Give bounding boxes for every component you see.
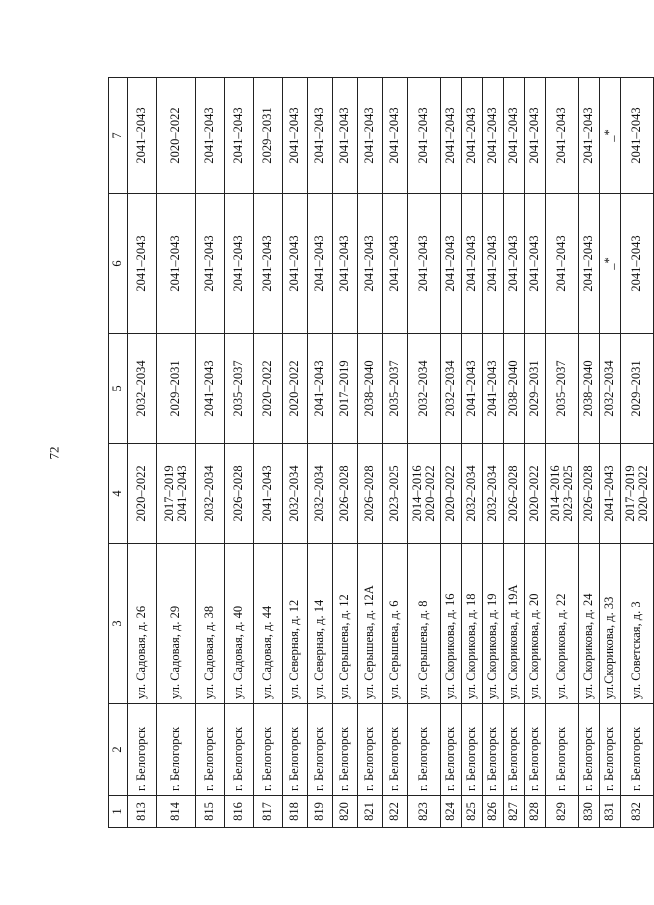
address-cell: ул. Северная, д. 12 xyxy=(283,544,308,704)
table-row xyxy=(504,78,525,828)
col5-cell xyxy=(333,334,358,444)
address-cell: ул. Садовая, д. 44 xyxy=(254,544,283,704)
col7-cell xyxy=(483,78,504,194)
col7-cell xyxy=(283,78,308,194)
table-row xyxy=(579,78,600,828)
address-cell: ул. Серышева, д. 12А xyxy=(358,544,383,704)
cell-line: 2041–2043 xyxy=(337,235,352,292)
cell-line: 2041–2043 xyxy=(464,107,479,164)
row-number-cell: 817 xyxy=(254,796,283,828)
row-number-cell: 828 xyxy=(525,796,546,828)
cell-line: 2020–2022 xyxy=(527,465,542,522)
col4-cell xyxy=(196,444,225,544)
col5-cell xyxy=(358,334,383,444)
address-cell: ул. Северная, д. 14 xyxy=(308,544,333,704)
col5-cell xyxy=(462,334,483,444)
col5-cell xyxy=(225,334,254,444)
cell-line: 2041–2043 xyxy=(629,107,644,164)
city-cell: г. Белогорск xyxy=(333,704,358,796)
row-number-cell: 816 xyxy=(225,796,254,828)
col5-cell xyxy=(600,334,621,444)
cell-line: 2041–2043 xyxy=(602,465,617,522)
col4-cell xyxy=(283,444,308,544)
col4-cell xyxy=(579,444,600,544)
col5-cell xyxy=(504,334,525,444)
row-number-cell: 824 xyxy=(441,796,462,828)
table-row xyxy=(157,78,196,828)
address-cell: ул. Скорикова, д. 22 xyxy=(546,544,579,704)
row-number-cell: 814 xyxy=(157,796,196,828)
city-cell: г. Белогорск xyxy=(225,704,254,796)
cell-line: 2041–2043 xyxy=(485,107,500,164)
city-cell: г. Белогорск xyxy=(525,704,546,796)
table-row xyxy=(525,78,546,828)
cell-line: 2041–2043 xyxy=(527,107,542,164)
cell-line: 2029–2031 xyxy=(527,360,542,417)
cell-line: 2041–2043 xyxy=(506,235,521,292)
cell-line: 2026–2028 xyxy=(362,465,377,522)
col5-cell xyxy=(196,334,225,444)
col6-cell xyxy=(128,194,157,334)
row-number-cell: 825 xyxy=(462,796,483,828)
schedule-table xyxy=(108,77,654,828)
col7-cell xyxy=(383,78,408,194)
cell-line: 2041–2043 xyxy=(202,360,217,417)
cell-line: 2029–2031 xyxy=(629,360,644,417)
cell-line: 2041–2043 xyxy=(202,107,217,164)
col7-cell xyxy=(308,78,333,194)
address-cell: ул. Скорикова, д. 16 xyxy=(441,544,462,704)
col4-cell xyxy=(621,444,654,544)
table-row xyxy=(196,78,225,828)
cell-line: 2020–2022 xyxy=(260,360,275,417)
col7-cell xyxy=(128,78,157,194)
col5-cell xyxy=(157,334,196,444)
cell-line: 2032–2034 xyxy=(443,360,458,417)
col7-cell xyxy=(462,78,483,194)
row-number-cell: 832 xyxy=(621,796,654,828)
address-cell: ул. Скорикова, д. 18 xyxy=(462,544,483,704)
col7-cell xyxy=(600,78,621,194)
cell-line: 2041–2043 xyxy=(387,107,402,164)
cell-line: 2041–2043 xyxy=(527,235,542,292)
col6-cell xyxy=(408,194,441,334)
cell-line: 2032–2034 xyxy=(287,465,302,522)
table-row xyxy=(308,78,333,828)
cell-line: 2041–2043 xyxy=(485,235,500,292)
table-rotor xyxy=(108,78,650,828)
cell-line: 2041–2043 xyxy=(287,107,302,164)
city-cell: г. Белогорск xyxy=(621,704,654,796)
row-number-cell: 818 xyxy=(283,796,308,828)
page-number: 72 xyxy=(46,446,62,460)
row-number-cell: 823 xyxy=(408,796,441,828)
cell-line: 2041–2043 xyxy=(312,235,327,292)
cell-line: 2041–2043 xyxy=(312,360,327,417)
cell-line: 2041–2043 xyxy=(464,235,479,292)
cell-line: 2041–2043 xyxy=(168,235,183,292)
cell-line: 2032–2034 xyxy=(602,360,617,417)
col4-cell xyxy=(333,444,358,544)
col5-cell xyxy=(483,334,504,444)
col4-cell xyxy=(504,444,525,544)
cell-line: 2020–2022 xyxy=(168,107,183,164)
header-cell: 7 xyxy=(109,78,128,194)
city-cell: г. Белогорск xyxy=(196,704,225,796)
col4-cell xyxy=(157,444,196,544)
col4-cell xyxy=(408,444,441,544)
header-cell: 6 xyxy=(109,194,128,334)
city-cell: г. Белогорск xyxy=(579,704,600,796)
col4-cell xyxy=(225,444,254,544)
col7-cell xyxy=(525,78,546,194)
col6-cell xyxy=(546,194,579,334)
row-number-cell: 830 xyxy=(579,796,600,828)
cell-line: 2029–2031 xyxy=(168,360,183,417)
col6-cell xyxy=(462,194,483,334)
col5-cell xyxy=(525,334,546,444)
rotated-page xyxy=(108,78,650,828)
cell-line: 2032–2034 xyxy=(312,465,327,522)
cell-line: 2020–2022 xyxy=(134,465,149,522)
cell-line: 2041–2043 xyxy=(416,107,431,164)
cell-line: 2026–2028 xyxy=(506,465,521,522)
cell-line: 2038–2040 xyxy=(506,360,521,417)
col6-cell xyxy=(358,194,383,334)
row-number-cell: 813 xyxy=(128,796,157,828)
col6-cell xyxy=(254,194,283,334)
header-cell: 3 xyxy=(109,544,128,704)
cell-line: 2014–2016 xyxy=(409,465,424,522)
cell-line: 2017–2019 xyxy=(622,465,637,522)
cell-line: 2041–2043 xyxy=(443,107,458,164)
col6-cell xyxy=(383,194,408,334)
city-cell: г. Белогорск xyxy=(128,704,157,796)
table-row xyxy=(333,78,358,828)
col6-cell xyxy=(483,194,504,334)
col4-cell xyxy=(546,444,579,544)
address-cell: ул. Садовая, д. 40 xyxy=(225,544,254,704)
cell-line: 2041–2043 xyxy=(312,107,327,164)
col6-cell xyxy=(504,194,525,334)
col5-cell xyxy=(579,334,600,444)
table-row xyxy=(408,78,441,828)
city-cell: г. Белогорск xyxy=(157,704,196,796)
cell-line: 2041–2043 xyxy=(337,107,352,164)
cell-line: 2032–2034 xyxy=(202,465,217,522)
col4-cell xyxy=(254,444,283,544)
col7-cell xyxy=(579,78,600,194)
cell-line: 2020–2022 xyxy=(636,465,650,522)
cell-line: 2038–2040 xyxy=(362,360,377,417)
address-cell: ул. Садовая, д. 29 xyxy=(157,544,196,704)
table-row xyxy=(358,78,383,828)
table-row xyxy=(128,78,157,828)
cell-line: 2041–2043 xyxy=(134,107,149,164)
col7-cell xyxy=(408,78,441,194)
col6-cell xyxy=(600,194,621,334)
table-row xyxy=(225,78,254,828)
cell-line: 2023–2025 xyxy=(561,465,575,522)
cell-line: 2026–2028 xyxy=(581,465,596,522)
cell-line: 2041–2043 xyxy=(506,107,521,164)
col5-cell xyxy=(254,334,283,444)
table-row xyxy=(483,78,504,828)
table-row xyxy=(462,78,483,828)
city-cell: г. Белогорск xyxy=(600,704,621,796)
cell-line: 2041–2043 xyxy=(581,235,596,292)
row-number-cell: 831 xyxy=(600,796,621,828)
table-body xyxy=(109,78,654,828)
col4-cell xyxy=(308,444,333,544)
cell-line: 2035–2037 xyxy=(231,360,246,417)
cell-line: 2041–2043 xyxy=(231,235,246,292)
city-cell: г. Белогорск xyxy=(383,704,408,796)
cell-line: 2032–2034 xyxy=(485,465,500,522)
row-number-cell: 827 xyxy=(504,796,525,828)
cell-line: 2041–2043 xyxy=(554,107,569,164)
cell-line: 2041–2043 xyxy=(134,235,149,292)
col6-cell xyxy=(283,194,308,334)
cell-line: 2041–2043 xyxy=(202,235,217,292)
col4-cell xyxy=(525,444,546,544)
col7-cell xyxy=(333,78,358,194)
cell-line: 2020–2022 xyxy=(423,465,437,522)
row-number-cell: 815 xyxy=(196,796,225,828)
cell-line: 2041–2043 xyxy=(260,235,275,292)
col7-cell xyxy=(254,78,283,194)
cell-line: 2032–2034 xyxy=(134,360,149,417)
cell-line: 2026–2028 xyxy=(231,465,246,522)
cell-line: 2041–2043 xyxy=(443,235,458,292)
col5-cell xyxy=(128,334,157,444)
cell-line: 2020–2022 xyxy=(443,465,458,522)
address-cell: ул.Скорикова, д. 33 xyxy=(600,544,621,704)
cell-line: 2038–2040 xyxy=(581,360,596,417)
cell-line: 2041–2043 xyxy=(416,235,431,292)
table-row xyxy=(441,78,462,828)
col5-cell xyxy=(546,334,579,444)
col6-cell xyxy=(441,194,462,334)
cell-line: 2032–2034 xyxy=(416,360,431,417)
col5-cell xyxy=(283,334,308,444)
table-row xyxy=(621,78,654,828)
address-cell: ул. Садовая, д. 26 xyxy=(128,544,157,704)
cell-line: 2041–2043 xyxy=(260,465,275,522)
col6-cell xyxy=(579,194,600,334)
table-row xyxy=(546,78,579,828)
city-cell: г. Белогорск xyxy=(462,704,483,796)
cell-line: 2035–2037 xyxy=(554,360,569,417)
city-cell: г. Белогорск xyxy=(504,704,525,796)
col6-cell xyxy=(525,194,546,334)
cell-line: _* xyxy=(602,129,617,142)
cell-line: 2026–2028 xyxy=(337,465,352,522)
cell-line: 2041–2043 xyxy=(464,360,479,417)
col4-cell xyxy=(441,444,462,544)
address-cell: ул. Серышева, д. 8 xyxy=(408,544,441,704)
col5-cell xyxy=(383,334,408,444)
cell-line: 2017–2019 xyxy=(161,465,176,522)
cell-line: 2041–2043 xyxy=(362,235,377,292)
city-cell: г. Белогорск xyxy=(441,704,462,796)
col6-cell xyxy=(308,194,333,334)
city-cell: г. Белогорск xyxy=(546,704,579,796)
city-cell: г. Белогорск xyxy=(483,704,504,796)
col4-cell xyxy=(462,444,483,544)
col4-cell xyxy=(358,444,383,544)
city-cell: г. Белогорск xyxy=(408,704,441,796)
address-cell: ул. Скорикова, д. 19 xyxy=(483,544,504,704)
col4-cell xyxy=(128,444,157,544)
col6-cell xyxy=(621,194,654,334)
cell-line: 2014–2016 xyxy=(547,465,562,522)
col5-cell xyxy=(408,334,441,444)
city-cell: г. Белогорск xyxy=(283,704,308,796)
cell-line: 2041–2043 xyxy=(387,235,402,292)
table-row xyxy=(600,78,621,828)
address-cell: ул. Серышева, д. 12 xyxy=(333,544,358,704)
cell-line: 2041–2043 xyxy=(629,235,644,292)
cell-line: 2035–2037 xyxy=(387,360,402,417)
cell-line: 2023–2025 xyxy=(387,465,402,522)
address-cell: ул. Скорикова, д. 19А xyxy=(504,544,525,704)
address-cell: ул. Скорикова, д. 20 xyxy=(525,544,546,704)
header-cell: 2 xyxy=(109,704,128,796)
col7-cell xyxy=(441,78,462,194)
cell-line: 2041–2043 xyxy=(175,465,189,522)
col7-cell xyxy=(546,78,579,194)
header-cell: 1 xyxy=(109,796,128,828)
col7-cell xyxy=(504,78,525,194)
address-cell: ул. Советская, д. 3 xyxy=(621,544,654,704)
col6-cell xyxy=(333,194,358,334)
cell-line: _* xyxy=(602,257,617,270)
table-row xyxy=(283,78,308,828)
header-cell: 4 xyxy=(109,444,128,544)
table-row xyxy=(254,78,283,828)
col7-cell xyxy=(196,78,225,194)
address-cell: ул. Скорикова, д. 24 xyxy=(579,544,600,704)
col7-cell xyxy=(225,78,254,194)
col4-cell xyxy=(483,444,504,544)
cell-line: 2041–2043 xyxy=(362,107,377,164)
cell-line: 2020–2022 xyxy=(287,360,302,417)
cell-line: 2041–2043 xyxy=(231,107,246,164)
row-number-cell: 821 xyxy=(358,796,383,828)
col4-cell xyxy=(383,444,408,544)
header-row xyxy=(109,78,128,828)
col6-cell xyxy=(225,194,254,334)
cell-line: 2017–2019 xyxy=(337,360,352,417)
cell-line: 2041–2043 xyxy=(581,107,596,164)
table-row xyxy=(383,78,408,828)
col7-cell xyxy=(157,78,196,194)
cell-line: 2032–2034 xyxy=(464,465,479,522)
col6-cell xyxy=(196,194,225,334)
col4-cell xyxy=(600,444,621,544)
cell-line: 2041–2043 xyxy=(554,235,569,292)
cell-line: 2029–2031 xyxy=(260,107,275,164)
cell-line: 2041–2043 xyxy=(287,235,302,292)
city-cell: г. Белогорск xyxy=(254,704,283,796)
cell-line: 2041–2043 xyxy=(485,360,500,417)
col5-cell xyxy=(308,334,333,444)
address-cell: ул. Садовая, д. 38 xyxy=(196,544,225,704)
row-number-cell: 819 xyxy=(308,796,333,828)
row-number-cell: 822 xyxy=(383,796,408,828)
col6-cell xyxy=(157,194,196,334)
col7-cell xyxy=(358,78,383,194)
header-cell: 5 xyxy=(109,334,128,444)
row-number-cell: 829 xyxy=(546,796,579,828)
city-cell: г. Белогорск xyxy=(358,704,383,796)
col5-cell xyxy=(621,334,654,444)
city-cell: г. Белогорск xyxy=(308,704,333,796)
col5-cell xyxy=(441,334,462,444)
row-number-cell: 820 xyxy=(333,796,358,828)
address-cell: ул. Серышева, д. 6 xyxy=(383,544,408,704)
col7-cell xyxy=(621,78,654,194)
row-number-cell: 826 xyxy=(483,796,504,828)
